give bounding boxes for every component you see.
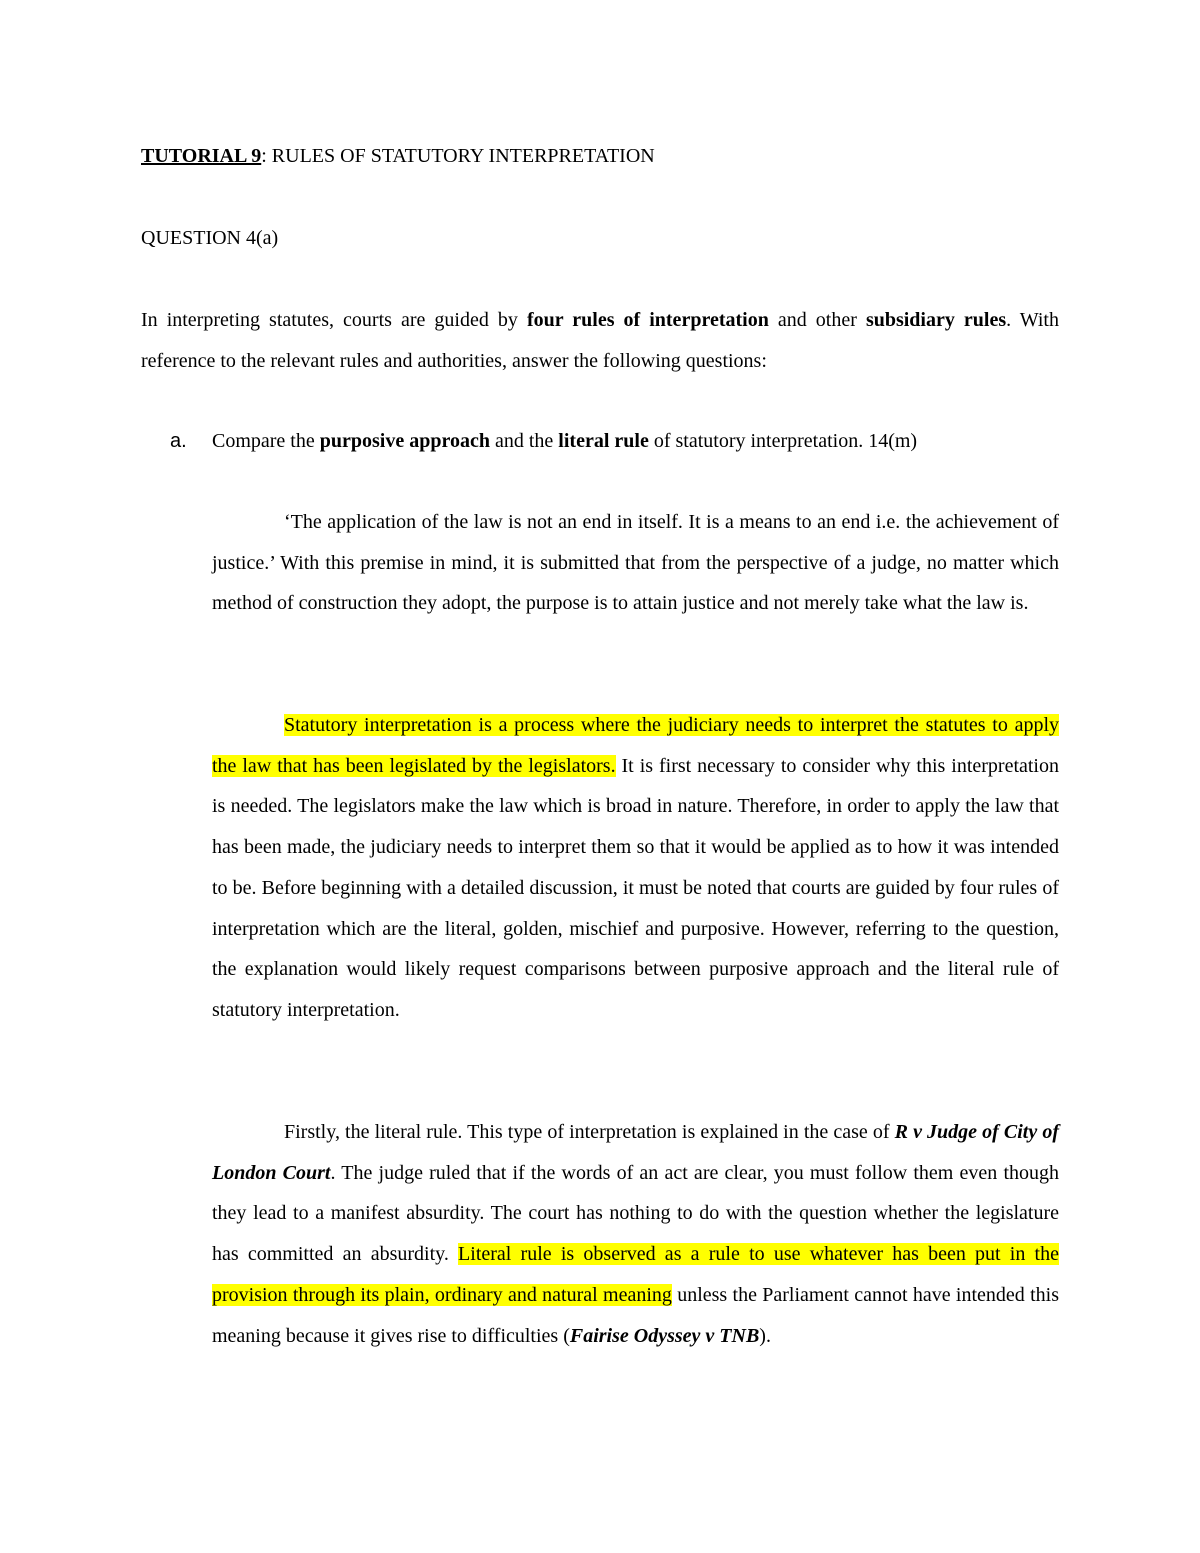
paragraph-literal-rule [212, 1112, 1059, 1356]
item-text-2: and the [489, 430, 559, 452]
question-heading: QUESTION 4(a) [141, 227, 279, 249]
para3-text-2: . The judge ruled that if the words of an act are clear, you must follow them even though they lead to a manifest absurdity. The court has nothing to do with the question whether the legislature has committed an absurdity. [212, 1161, 1059, 1266]
tutorial-label: TUTORIAL 9 [141, 145, 262, 167]
list-marker: a. [170, 430, 187, 452]
case-citation: R v Judge of City of London Court [212, 1121, 1059, 1184]
paragraph-statutory-interpretation [212, 705, 1059, 1031]
item-bold-1: purposive approach [319, 430, 490, 452]
tutorial-subject: : RULES OF STATUTORY INTERPRETATION [261, 145, 655, 167]
intro-text-3: . With reference to the relevant rules and authorities, answer the following questions: [141, 309, 1059, 372]
item-text-3: of statutory interpretation. 14(m) [648, 430, 918, 452]
intro-paragraph [141, 300, 1059, 381]
intro-bold-2: subsidiary rules [865, 309, 1007, 331]
intro-text-1: In interpreting statutes, courts are guided by [141, 309, 527, 331]
intro-text-2: and other [768, 309, 866, 331]
case-citation: Fairise Odyssey v TNB [569, 1324, 760, 1347]
paragraph-premise: ‘The application of the law is not an end in itself. It is a means to an end i.e. the achievement of justice.’ With this premise in mind, it is submitted that from the perspective of a judge, no matter which method of construction they adopt, the purpose is to attain justice and not merely take what the law is. [212, 511, 1059, 615]
list-item-a [170, 421, 1070, 462]
para3-text-3: unless the Parliament cannot have intended this meaning because it gives rise to difficulties ( [212, 1283, 1059, 1347]
item-text-1: Compare the [212, 430, 320, 452]
paragraph-text: It is first necessary to consider why this interpretation is needed. The legislators make the law which is broad in nature. Therefore, in order to apply the law that has been made, the judiciary needs to interpret them so that it would be applied as to how it was intended to be. Before beginning with a detailed discussion, it must be noted that courts are guided by four rules of interpretation which are the literal, golden, mischief and purposive. However, referring to the question, the explanation would likely request comparisons between purposive approach and the literal rule of statutory interpretation. [212, 754, 1059, 1021]
page-title [141, 143, 655, 169]
highlighted-text: Literal rule is observed as a rule to use whatever has been put in the provision through its plain, ordinary and natural meaning [212, 1243, 1059, 1306]
highlighted-text: Statutory interpretation is a process where the judiciary needs to interpret the statutes to apply the law that has been legislated by the legislators. [212, 714, 1059, 777]
para3-text-1: Firstly, the literal rule. This type of interpretation is explained in the case of [284, 1121, 895, 1143]
item-bold-2: literal rule [558, 430, 649, 452]
intro-bold-1: four rules of interpretation [526, 309, 769, 331]
para3-text-4: ). [759, 1324, 771, 1347]
